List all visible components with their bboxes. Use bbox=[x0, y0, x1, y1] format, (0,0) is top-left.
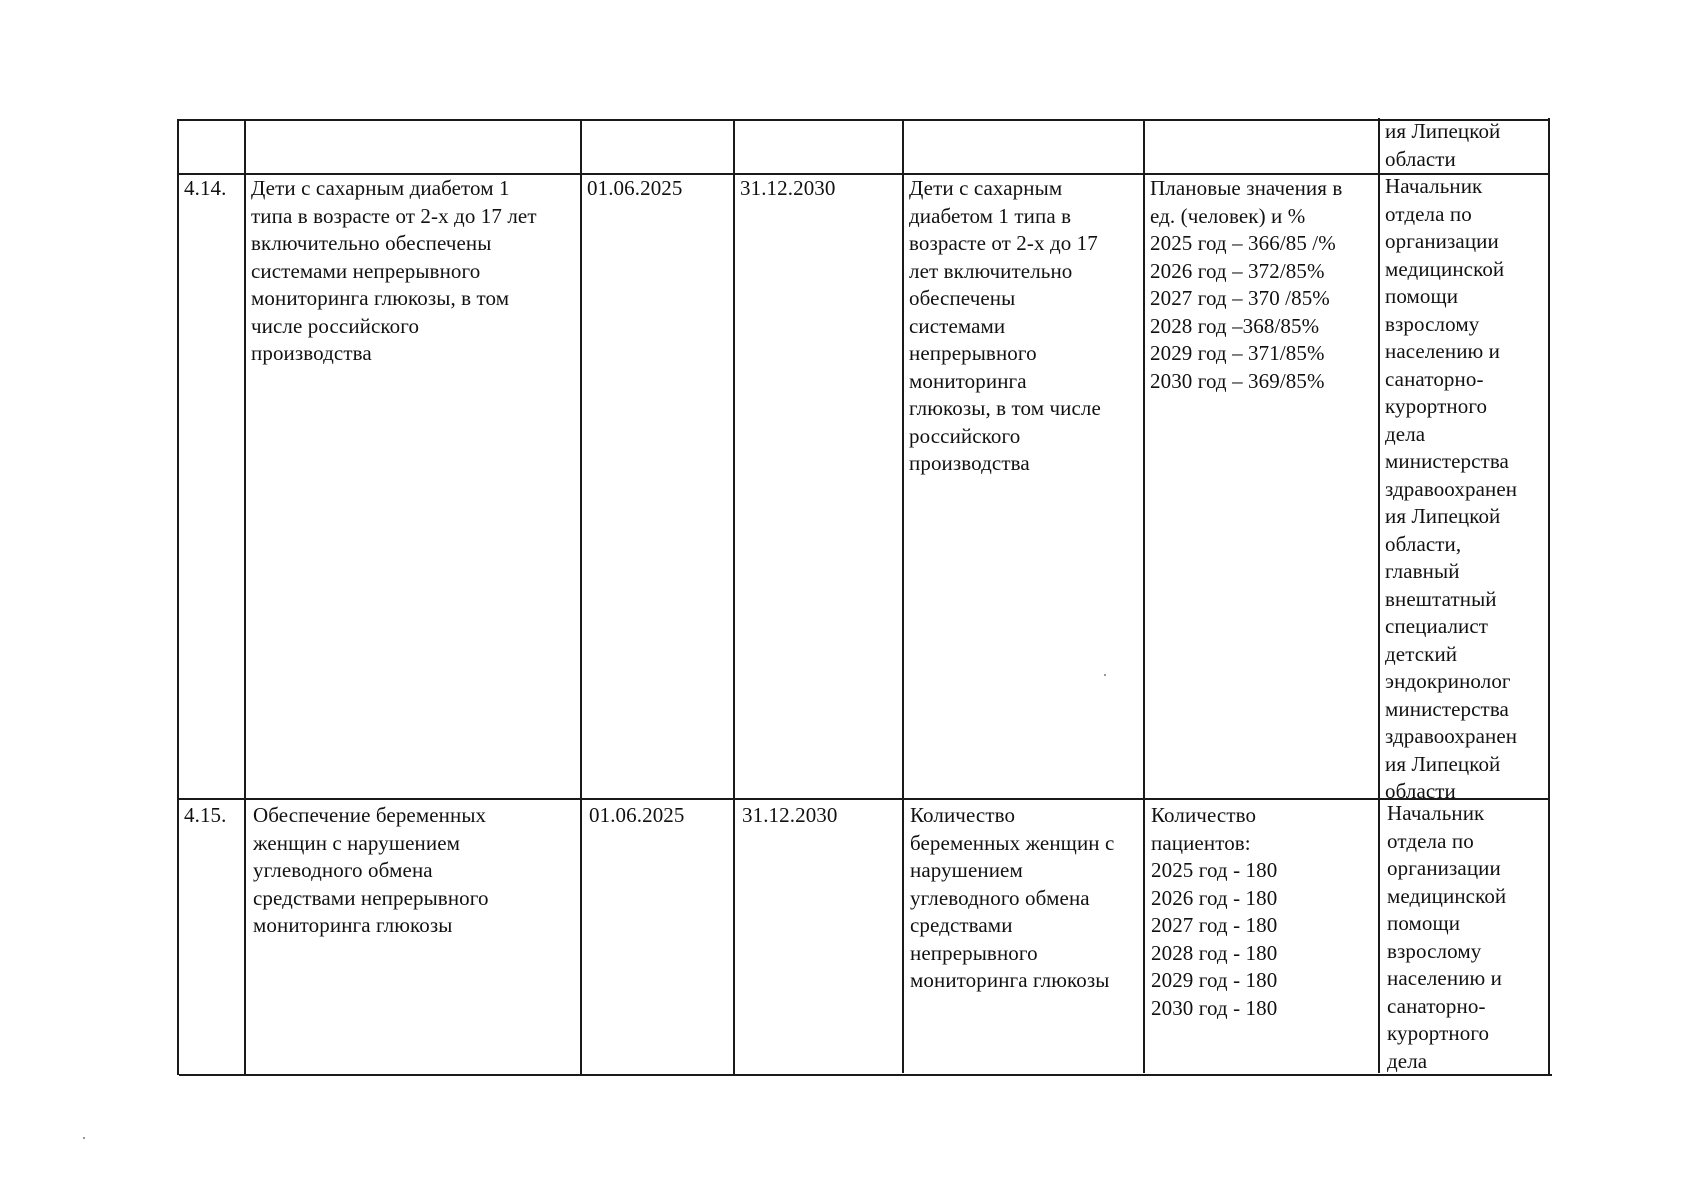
scan-speck bbox=[83, 1137, 85, 1139]
event-description: Дети с сахарным диабетом 1 типа в возрасте от 2-х до 17 лет включительно обеспечены системами непрерывного мониторинга глюкозы, в том числе российского производства bbox=[251, 176, 537, 365]
col-border-1 bbox=[244, 119, 246, 1075]
start-date: 01.06.2025 bbox=[587, 176, 683, 200]
responsible-person: Начальник отдела по организации медицинской помощи взрослому населению и санаторно- курортного дела bbox=[1387, 801, 1507, 1073]
table-bottom-border bbox=[179, 1074, 1552, 1076]
col-border-3 bbox=[733, 119, 735, 1074]
col-border-4 bbox=[902, 119, 904, 1073]
event-description: Обеспечение беременных женщин с нарушением углеводного обмена средствами непрерывного мониторинга глюкозы bbox=[253, 803, 489, 937]
row-divider-4-15 bbox=[178, 798, 1550, 800]
col-border-6 bbox=[1378, 118, 1380, 1073]
row-number: 4.15. bbox=[184, 803, 227, 827]
carryover-responsible: ия Липецкой области bbox=[1385, 119, 1501, 171]
start-date: 01.06.2025 bbox=[589, 803, 685, 827]
scan-speck bbox=[1104, 674, 1106, 676]
target-indicator: Количество пациентов: 2025 год - 180 2026 год - 180 2027 год - 180 2028 год - 180 2029 год - 180 2030 год - 180 bbox=[1151, 803, 1278, 1020]
col-border-7 bbox=[1548, 118, 1550, 1074]
col-border-2 bbox=[580, 119, 582, 1074]
expected-result: Дети с сахарным диабетом 1 типа в возрасте от 2-х до 17 лет включительно обеспечены системами непрерывного мониторинга глюкозы, в том числе российского производства bbox=[909, 176, 1101, 475]
row-number: 4.14. bbox=[184, 176, 227, 200]
end-date: 31.12.2030 bbox=[740, 176, 836, 200]
expected-result: Количество беременных женщин с нарушением углеводного обмена средствами непрерывного мониторинга глюкозы bbox=[910, 803, 1115, 992]
end-date: 31.12.2030 bbox=[742, 803, 838, 827]
col-border-5 bbox=[1143, 119, 1145, 1073]
table-top-border bbox=[178, 119, 1549, 121]
target-indicator: Плановые значения в ед. (человек) и % 2025 год – 366/85 /% 2026 год – 372/85% 2027 год – 370 /85% 2028 год –368/85% 2029 год – 371/85% 2030 год – 369/85% bbox=[1150, 176, 1343, 393]
responsible-person: Начальник отдела по организации медицинской помощи взрослому населению и санаторно- курортного дела министерства здравоохранен ия Липецкой области, главный внештатный специалист детский эндокринолог министерства здравоохранен ия Липецкой области bbox=[1385, 174, 1518, 803]
col-border-0 bbox=[177, 119, 179, 1075]
